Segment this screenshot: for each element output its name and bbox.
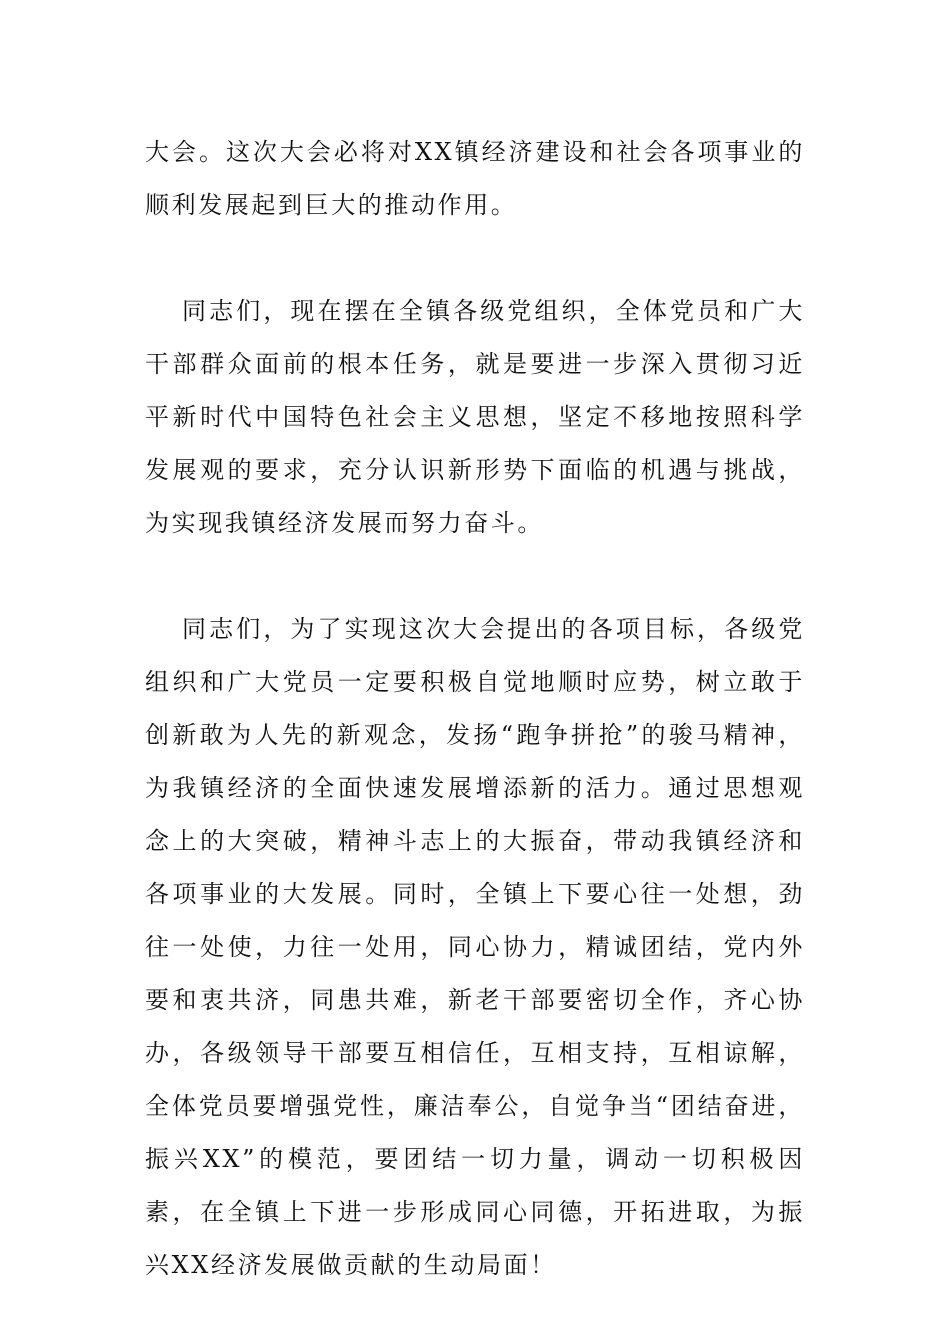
paragraph-3: 同志们，为了实现这次大会提出的各项目标，各级党组织和广大党员一定要积极自觉地顺时应势，树立敢于创新敢为人先的新观念，发扬“跑争拼抢”的骏马精神，为我镇经济的全面快速发展增添新的活力。通过思想观念上的大突破，精神斗志上的大振奋，带动我镇经济和各项事业的大发展。同时，全镇上下要心往一处想，劲往一处使，力往一处用，同心协力，精诚团结，党内外要和衷共济，同患共难，新老干部要密切全作，齐心协办，各级领导干部要互相信任，互相支持，互相谅解，全体党员要增强党性，廉洁奉公，自觉争当“团结奋进，振兴XX”的模范，要团结一切力量，调动一切积极因素，在全镇上下进一步形成同心同德，开拓进取，为振兴XX经济发展做贡献的生动局面！ (145, 615, 805, 1279)
paragraph-1: 大会。这次大会必将对XX镇经济建设和社会各项事业的顺利发展起到巨大的推动作用。 (145, 138, 805, 219)
paragraph-2: 同志们，现在摆在全镇各级党组织，全体党员和广大干部群众面前的根本任务，就是要进一步深入贯彻习近平新时代中国特色社会主义思想，坚定不移地按照科学发展观的要求，充分认识新形势下面临的机遇与挑战，为实现我镇经济发展而努力奋斗。 (145, 297, 805, 537)
document-body (145, 126, 805, 1292)
